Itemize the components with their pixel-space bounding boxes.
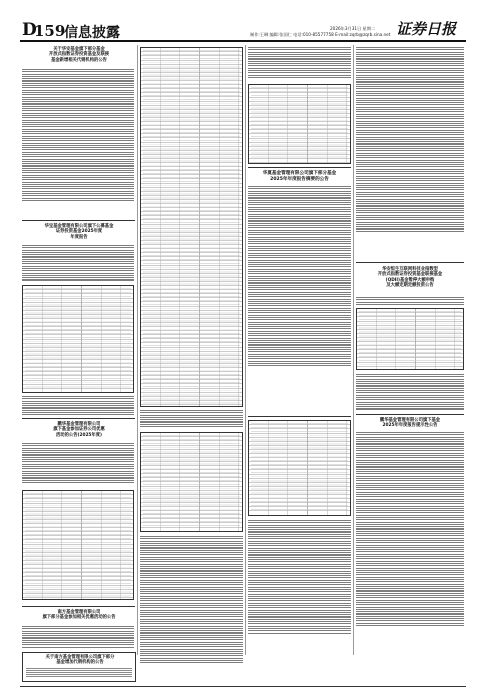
article-title-line: 年度报告 [70, 234, 88, 240]
article-separator [356, 414, 464, 415]
article-title-line: 及大额定期定额投资公告 [386, 283, 434, 289]
article-body-text [22, 69, 134, 202]
page-number: 159 [34, 22, 66, 40]
article-title-line: 鹏华基金管理有限公司 [57, 422, 101, 427]
article-body-text [22, 396, 134, 417]
article-title-line: (QDII)基金暂停大额申购 [385, 277, 435, 283]
article-body-text [248, 47, 351, 79]
article-title-line: 基金增加代销机构的公告 [56, 660, 104, 666]
fund-table [248, 420, 351, 516]
column-divider [137, 45, 138, 655]
article-title-line: 基金新增相关代销机构的公告 [51, 57, 107, 63]
article-body-text [22, 626, 134, 649]
page-bottom-rule [20, 686, 466, 687]
article-title [24, 224, 134, 240]
column-divider [353, 45, 354, 655]
fund-table [140, 432, 243, 532]
article-title-line: 活动的公告(2025年度) [56, 432, 102, 438]
article-title-line: 华安恒生互联网科技业指数型 [382, 267, 438, 272]
article-title-line: 关于华安基金旗下部分基金 [53, 47, 105, 52]
article-separator [356, 262, 464, 263]
article-body-text [356, 432, 464, 627]
article-title [24, 47, 134, 63]
article-body-text [26, 668, 132, 678]
article-title-line: 旗下基金参加证券公司优惠 [53, 427, 105, 433]
article-title-line: 华宝基金管理有限公司旗下公募基金 [44, 224, 114, 229]
article-separator [22, 606, 135, 607]
page-letter: D [22, 20, 36, 40]
fund-table [140, 47, 243, 407]
newspaper-logo: 证券日报 [396, 20, 457, 38]
article-body-text [356, 374, 464, 411]
article-title-line: 开放式指数证券投资基金及联接 [48, 52, 110, 58]
article-title-line: 关于南方基金管理有限公司旗下部分 [45, 655, 115, 660]
article-title-line: 开放式指数证券投资基金联接基金 [377, 272, 443, 278]
article-title [26, 655, 134, 666]
article-body-text [356, 297, 464, 306]
article-separator [248, 167, 351, 168]
article-title-line: 证券投资基金2025年度 [55, 229, 103, 235]
article-body-text [22, 245, 134, 282]
article-title-line: 华夏基金管理有限公司旗下部分基金 [262, 171, 337, 176]
publication-date: 2026年3月31日 星期二 [330, 26, 376, 31]
article-body-text [248, 186, 351, 367]
article-title [358, 418, 462, 429]
fund-table [356, 308, 464, 370]
section-title: 信息披露 [64, 25, 120, 41]
column-divider [245, 45, 246, 655]
article-title [250, 171, 349, 182]
article-title [24, 422, 134, 438]
article-title-line: 鹏华基金管理有限公司旗下基金 [379, 418, 441, 423]
article-body-text [140, 536, 243, 665]
article-body-text [22, 443, 134, 484]
fund-table [22, 490, 134, 600]
article-body-text [140, 410, 243, 428]
article-body-text [248, 520, 351, 635]
article-separator [22, 418, 135, 419]
article-body-text [356, 47, 464, 233]
masthead-rule [20, 40, 466, 42]
fund-table [22, 285, 134, 393]
article-title-line: 旗下部分基金参加相关优惠活动的公告 [42, 615, 116, 621]
article-title [358, 267, 462, 288]
fund-table [248, 84, 351, 164]
article-separator [22, 220, 135, 221]
editor-contact-line: 制作:王琳 编辑:张国仁 电话:010-85577758 E-mail:zqrb@zqrb.sina.net [250, 32, 391, 37]
article-title-line: 2025年年度报告提示性公告 [382, 423, 438, 429]
article-separator [248, 416, 351, 417]
article-title-line: 2025年年度报告摘要的公告 [270, 176, 329, 182]
article-title [24, 610, 134, 621]
article-title-line: 南方基金管理有限公司 [57, 610, 101, 615]
